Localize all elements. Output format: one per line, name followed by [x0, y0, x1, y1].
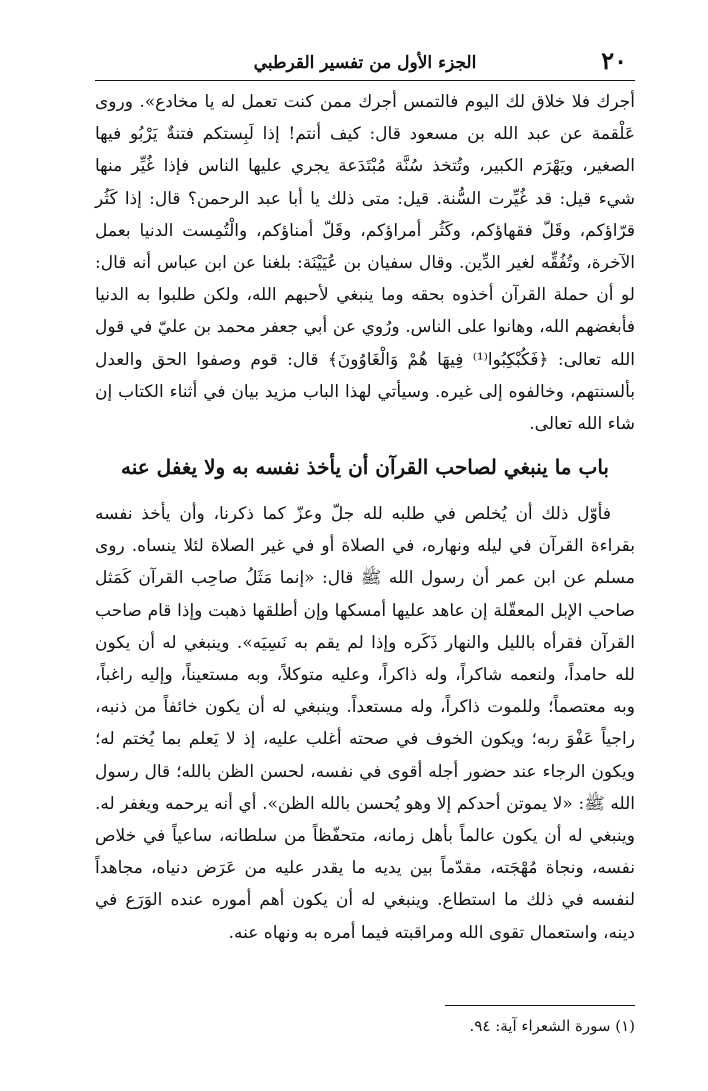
body-paragraph	[95, 498, 635, 949]
chapter-heading: باب ما ينبغي لصاحب القرآن أن يأخذ نفسه به ولا يغفل عنه	[121, 455, 609, 479]
footnote: (١) سورة الشعراء آية: ٩٤.	[469, 1017, 635, 1035]
footnote-rule	[445, 1005, 635, 1006]
body-paragraph: أجرك فلا خلاق لك اليوم فالتمس أجرك ممن كنت تعمل له يا مخادع». وروى عَلْقمة عن عبد الله بن مسعود قال: كيف أنتم! إذا لَبِستكم فتنةٌ يَرْبُو فيها الصغير، ويَهْرَم الكبير، وتُتخذ سُنَّة مُبْتَدَعة يجري عليها الناس فإذا غُيِّر منها شيء قيل: قد غُيِّرت السُّنة. قيل: متى ذلك يا أبا عبد الرحمن؟ قال: إذا كَثُر قرّاؤكم، وقَلّ فقهاؤكم، وكَثُر أمراؤكم، وقَلّ أمناؤكم، والْتُمِست الدنيا بعمل الآخرة، وتُفُقِّه لغير الدِّين. وقال سفيان بن عُيَيْنَة: بلغنا عن ابن عباس أنه قال: لو أن حملة القرآن أخذوه بحقه وما ينبغي لأحبهم الله، ولكن طلبوا به الدنيا فأبغضهم الله، وهانوا على الناس. ورُوي عن أبي جعفر محمد بن عليّ في قول الله تعالى: ﴿فَكُبْكِبُوا⁽¹⁾ فِيهَا هُمْ وَالْغَاوُونَ﴾ قال: قوم وصفوا الحق والعدل بألسنتهم، وخالفوه إلى غيره. وسيأتي لهذا الباب مزيد بيان في أثناء الكتاب إن شاء الله تعالى.	[95, 92, 636, 435]
header-rule	[95, 80, 635, 81]
page-header	[95, 46, 635, 80]
running-title: الجزء الأول من تفسير القرطبي	[253, 53, 477, 73]
body-paragraph-text: فأوّل ذلك أن يُخلص في طلبه لله جلّ وعزّ كما ذكرنا، وأن يأخذ نفسه بقراءة القرآن في ليله ونهاره، في الصلاة أو في غير الصلاة لئلا ينساه. روى مسلم عن ابن عمر أن رسول الله ﷺ قال: «إنما مَثَلُ صاحِب القرآن كَمَثل صاحب الإبل المعقّلة إن عاهد عليها أمسكها وإن أطلقها ذهبت وإذا قام صاحب القرآن فقرأه بالليل والنهار ذَكَره وإذا لم يقم به نَسِيَه». وينبغي له أن يكون لله حامداً، ولنعمه شاكراً، وله ذاكراً، وعليه متوكلاً، وبه مستعيناً، وإليه راغباً، وبه معتصماً؛ وللموت ذاكراً، وله مستعداً. وينبغي له أن يكون خائفاً من ذنبه، راجياً عَفْوَ ربه؛ ويكون الخوف في صحته أغلب عليه، إذ لا يَعلم بما يُختم له؛ ويكون الرجاء عند حضور أجله أقوى في نفسه، لحسن الظن بالله؛ قال رسول الله ﷺ: «لا يموتن أحدكم إلا وهو يُحسن بالله الظن». أي أنه يرحمه ويغفر له. وينبغي له أن يكون عالماً بأهل زمانه، متحفّظاً من سلطانه، ساعياً في خلاص نفسه، ونجاة مُهْجَته، مقدّماً بين يديه ما يقدر عليه من عَرَض دنياه، مجاهداً لنفسه في ذلك ما استطاع. وينبغي له أن يكون أهم أموره عنده الوَرَع في دينه، واستعمال تقوى الله ومراقبته فيما أمره به ونهاه عنه.	[95, 504, 635, 943]
page-number: ٢٠	[601, 46, 627, 75]
